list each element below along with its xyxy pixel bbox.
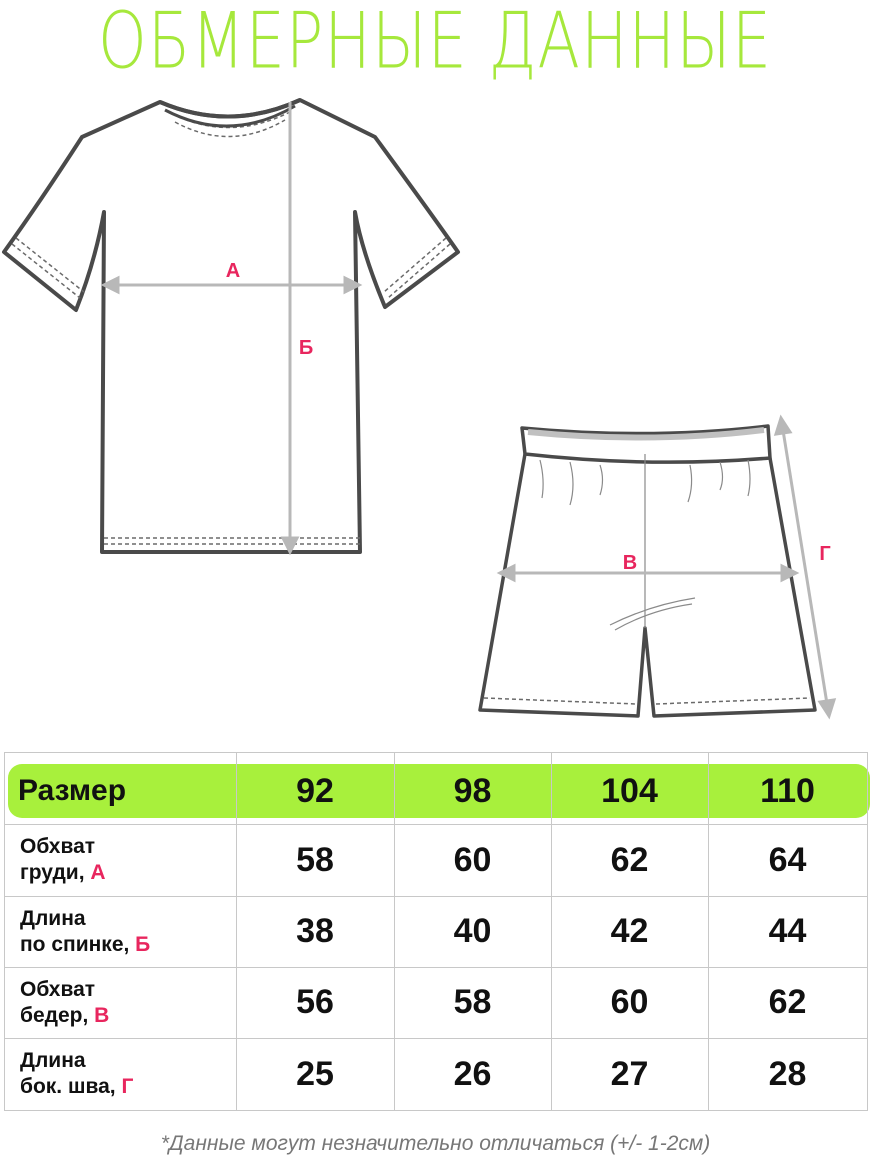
table-cell: 62 [768, 983, 807, 1021]
tshirt-diagram [0, 92, 465, 562]
size-header-92: 92 [296, 771, 334, 810]
row-label-chest: Обхват груди, А [20, 835, 106, 884]
page-title [0, 0, 871, 84]
disclaimer-note: *Данные могут незначительно отличаться (+/- 1-2см) [160, 1132, 711, 1155]
table-cell: 26 [453, 1054, 492, 1093]
table-cell: 28 [768, 1054, 807, 1093]
table-cell: 64 [768, 840, 807, 879]
hips-marker: В [622, 552, 638, 574]
size-header-110: 110 [760, 771, 815, 810]
row-label-hips: Обхват бедер, В [20, 977, 110, 1027]
chest-marker: А [225, 260, 241, 282]
title-text: ОБМЕРНЫЕ ДАННЫЕ [97, 0, 773, 84]
back-length-marker: Б [298, 337, 314, 359]
side-seam-marker: Г [819, 543, 831, 565]
row-label-side-seam: Длина бок. шва, Г [20, 1049, 134, 1098]
size-table [4, 752, 868, 1112]
table-cell: 60 [610, 983, 649, 1021]
size-header-label: Размер [18, 774, 127, 807]
table-cell: 27 [610, 1054, 649, 1093]
table-cell: 25 [296, 1054, 334, 1093]
table-cell: 62 [610, 840, 649, 879]
row-label-back-length: Длина по спинке, Б [20, 906, 151, 956]
table-cell: 42 [610, 912, 649, 950]
size-header-104: 104 [601, 771, 658, 810]
shorts-diagram [470, 410, 870, 730]
table-cell: 58 [453, 983, 492, 1021]
table-cell: 60 [453, 840, 492, 879]
table-cell: 40 [453, 912, 492, 950]
table-cell: 38 [296, 912, 334, 950]
table-cell: 44 [768, 912, 807, 950]
table-cell: 56 [296, 983, 334, 1021]
size-header-98: 98 [453, 771, 492, 810]
table-cell: 58 [296, 840, 334, 879]
